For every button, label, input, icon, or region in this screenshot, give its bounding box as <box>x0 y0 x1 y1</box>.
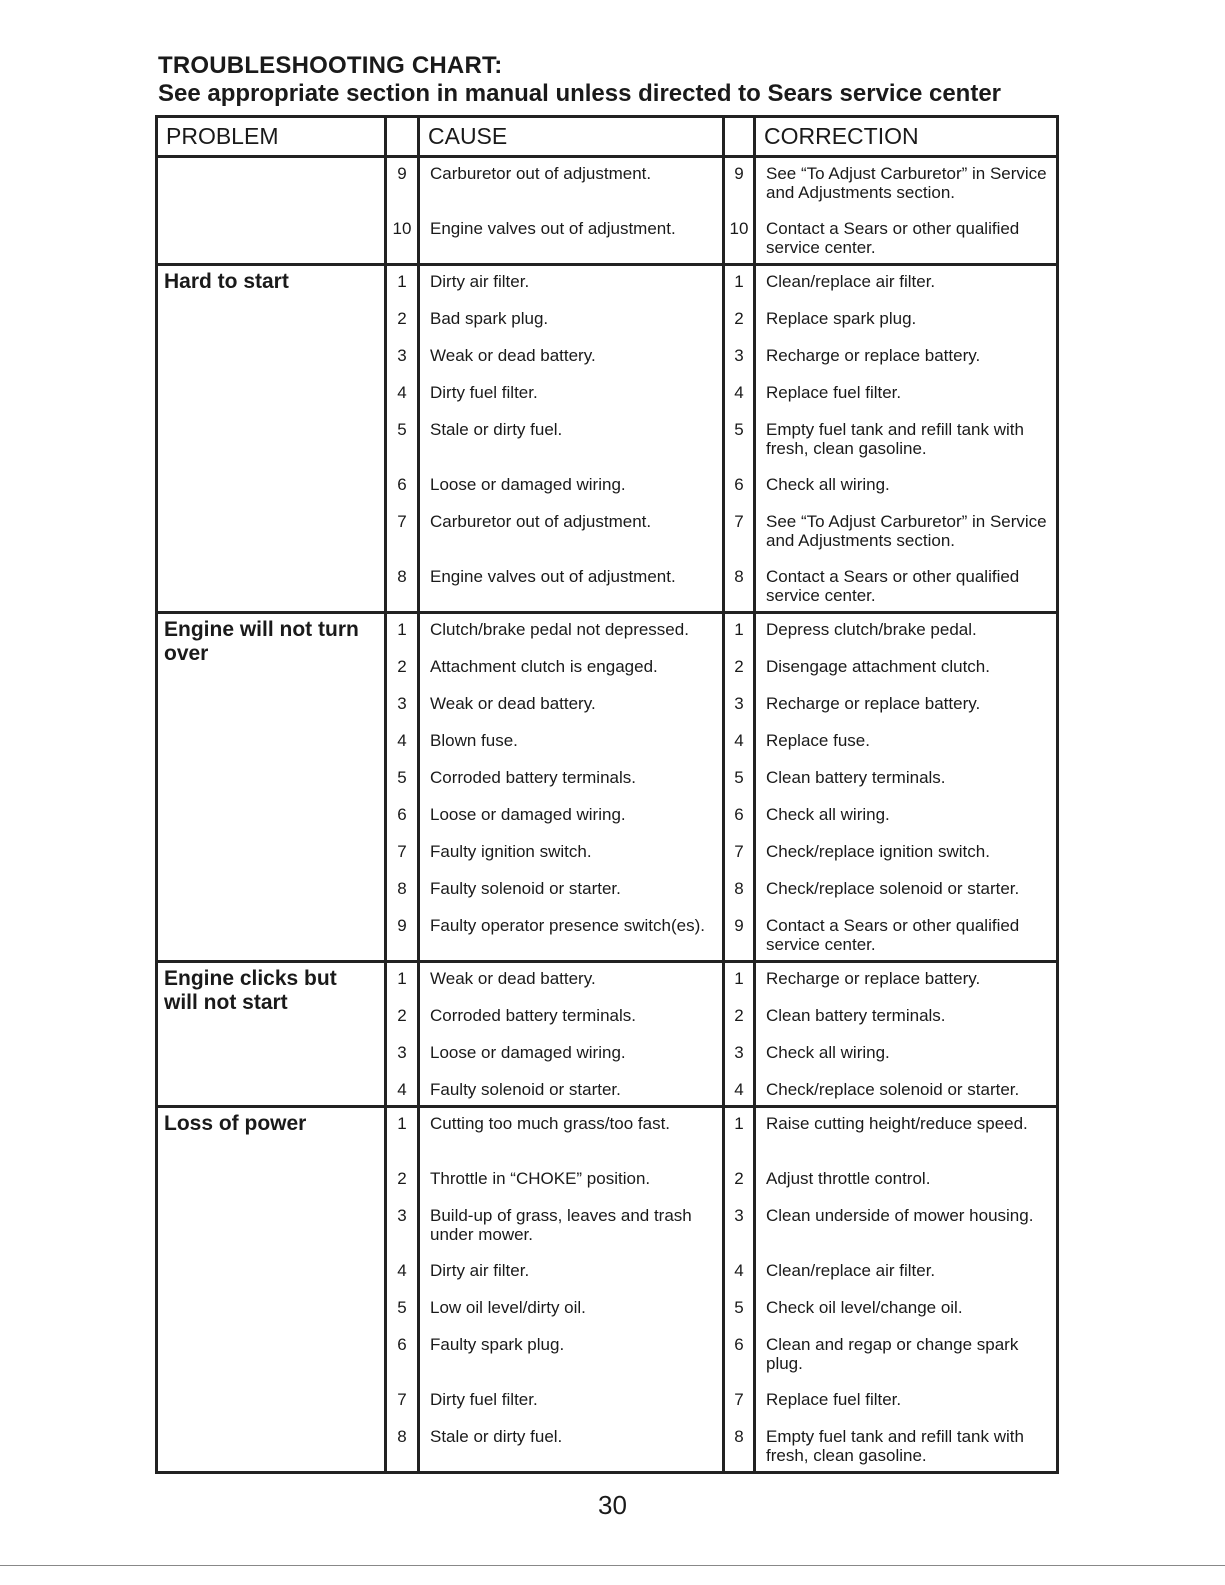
correction-text: Empty fuel tank and refill tank with fresh, clean gasoline. <box>766 1427 1024 1465</box>
correction-text: Clean battery terminals. <box>766 768 946 787</box>
cause-number: 2 <box>397 1169 407 1188</box>
cause-number: 4 <box>397 383 407 402</box>
correction-text: Empty fuel tank and refill tank with fresh, clean gasoline. <box>766 420 1024 458</box>
correction-number: 8 <box>734 879 744 898</box>
correction-text: Disengage attachment clutch. <box>766 657 990 676</box>
cause-text: Loose or damaged wiring. <box>430 475 626 494</box>
problem-group <box>158 1105 1056 1471</box>
cause-number: 4 <box>397 731 407 750</box>
correction-number-column <box>722 963 753 1105</box>
cause-number: 5 <box>397 420 407 439</box>
cause-number: 2 <box>397 1006 407 1025</box>
cause-text: Corroded battery terminals. <box>430 1006 636 1025</box>
header-cause-num <box>384 118 417 158</box>
cause-number: 1 <box>397 620 407 639</box>
table-header <box>158 118 1056 158</box>
cause-text: Throttle in “CHOKE” position. <box>430 1169 651 1188</box>
correction-column <box>753 1108 1056 1471</box>
page-number: 30 <box>598 1490 627 1520</box>
cause-number: 10 <box>392 219 412 238</box>
cause-number-column <box>384 963 417 1105</box>
correction-number: 1 <box>734 969 744 988</box>
cause-text: Faulty operator presence switch(es). <box>430 916 705 935</box>
correction-text: Check all wiring. <box>766 1043 890 1062</box>
cause-text: Engine valves out of adjustment. <box>430 219 676 238</box>
correction-text: Clean and regap or change spark plug. <box>766 1335 1019 1373</box>
correction-number: 1 <box>734 272 744 291</box>
cause-text: Faulty spark plug. <box>430 1335 565 1354</box>
page-title: TROUBLESHOOTING CHART: <box>158 52 503 79</box>
correction-text: Check/replace ignition switch. <box>766 842 990 861</box>
cause-text: Dirty fuel filter. <box>430 383 538 402</box>
cause-text: Loose or damaged wiring. <box>430 805 626 824</box>
correction-text: Adjust throttle control. <box>766 1169 931 1188</box>
correction-column <box>753 614 1056 960</box>
cause-text: Dirty air filter. <box>430 1261 530 1280</box>
correction-number: 7 <box>734 1390 744 1409</box>
cause-text: Stale or dirty fuel. <box>430 420 563 439</box>
cause-number-column <box>384 1108 417 1471</box>
correction-number: 10 <box>729 219 749 238</box>
correction-number: 4 <box>734 1261 744 1280</box>
correction-text: Replace spark plug. <box>766 309 917 328</box>
cause-text: Blown fuse. <box>430 731 518 750</box>
cause-number: 5 <box>397 768 407 787</box>
cause-number: 3 <box>397 694 407 713</box>
problem-group <box>158 158 1056 263</box>
correction-text: Clean/replace air filter. <box>766 1261 936 1280</box>
correction-number: 8 <box>734 567 744 586</box>
cause-column <box>417 614 722 960</box>
cause-number: 4 <box>397 1261 407 1280</box>
correction-text: Raise cutting height/reduce speed. <box>766 1114 1028 1133</box>
problem-label: Loss of power <box>164 1112 307 1135</box>
correction-number: 1 <box>734 620 744 639</box>
cause-text: Carburetor out of adjustment. <box>430 164 652 183</box>
cause-number: 3 <box>397 1043 407 1062</box>
correction-number-column <box>722 158 753 263</box>
correction-text: Replace fuel filter. <box>766 1390 902 1409</box>
cause-text: Weak or dead battery. <box>430 346 596 365</box>
correction-text: See “To Adjust Carburetor” in Service and Adjustments section. <box>766 512 1047 550</box>
cause-number: 3 <box>397 346 407 365</box>
header-problem: PROBLEM <box>158 118 384 158</box>
cause-column <box>417 1108 722 1471</box>
correction-number: 8 <box>734 1427 744 1446</box>
correction-text: Check all wiring. <box>766 475 890 494</box>
problem-group <box>158 960 1056 1105</box>
correction-number: 3 <box>734 694 744 713</box>
correction-number: 4 <box>734 1080 744 1099</box>
cause-number-column <box>384 158 417 263</box>
cause-text: Engine valves out of adjustment. <box>430 567 676 586</box>
cause-number: 8 <box>397 879 407 898</box>
cause-text: Faulty solenoid or starter. <box>430 1080 621 1099</box>
correction-text: Recharge or replace battery. <box>766 969 981 988</box>
cause-text: Faulty ignition switch. <box>430 842 592 861</box>
cause-text: Faulty solenoid or starter. <box>430 879 621 898</box>
correction-number: 2 <box>734 657 744 676</box>
cause-text: Stale or dirty fuel. <box>430 1427 563 1446</box>
cause-number: 2 <box>397 309 407 328</box>
correction-number-column <box>722 614 753 960</box>
header-correction: CORRECTION <box>753 118 1056 158</box>
cause-number: 8 <box>397 567 407 586</box>
correction-number: 6 <box>734 805 744 824</box>
correction-text: See “To Adjust Carburetor” in Service and Adjustments section. <box>766 164 1047 202</box>
cause-number: 6 <box>397 475 407 494</box>
cause-text: Bad spark plug. <box>430 309 549 328</box>
correction-text: Contact a Sears or other qualified service center. <box>766 916 1020 954</box>
cause-text: Low oil level/dirty oil. <box>430 1298 586 1317</box>
problem-label: Hard to start <box>164 270 289 293</box>
correction-number: 5 <box>734 768 744 787</box>
correction-text: Check all wiring. <box>766 805 890 824</box>
cause-number: 1 <box>397 272 407 291</box>
cause-number: 6 <box>397 1335 407 1354</box>
correction-number: 4 <box>734 383 744 402</box>
cause-number: 4 <box>397 1080 407 1099</box>
correction-number: 3 <box>734 1043 744 1062</box>
cause-number: 1 <box>397 1114 407 1133</box>
cause-number: 7 <box>397 1390 407 1409</box>
cause-number: 7 <box>397 512 407 531</box>
cause-text: Carburetor out of adjustment. <box>430 512 652 531</box>
table-body <box>158 158 1056 1471</box>
problem-group <box>158 611 1056 960</box>
correction-text: Contact a Sears or other qualified service center. <box>766 567 1020 605</box>
cause-number: 6 <box>397 805 407 824</box>
cause-text: Clutch/brake pedal not depressed. <box>430 620 689 639</box>
cause-column <box>417 266 722 611</box>
page-edge-line <box>0 1565 1225 1566</box>
correction-text: Check/replace solenoid or starter. <box>766 879 1020 898</box>
cause-text: Corroded battery terminals. <box>430 768 636 787</box>
troubleshooting-table <box>155 115 1059 1474</box>
correction-number-column <box>722 1108 753 1471</box>
correction-column <box>753 158 1056 263</box>
correction-text: Clean/replace air filter. <box>766 272 936 291</box>
cause-number-column <box>384 266 417 611</box>
cause-text: Loose or damaged wiring. <box>430 1043 626 1062</box>
correction-text: Recharge or replace battery. <box>766 346 981 365</box>
cause-number: 9 <box>397 164 407 183</box>
cause-column <box>417 158 722 263</box>
correction-number: 5 <box>734 1298 744 1317</box>
correction-number: 7 <box>734 512 744 531</box>
correction-text: Clean underside of mower housing. <box>766 1206 1034 1225</box>
problem-group <box>158 263 1056 611</box>
correction-number: 3 <box>734 1206 744 1225</box>
correction-text: Contact a Sears or other qualified service center. <box>766 219 1020 257</box>
cause-number: 3 <box>397 1206 407 1225</box>
cause-text: Cutting too much grass/too fast. <box>430 1114 671 1133</box>
correction-text: Check oil level/change oil. <box>766 1298 963 1317</box>
correction-number: 1 <box>734 1114 744 1133</box>
problem-label: Engine clicks but will not start <box>164 967 337 1014</box>
correction-number: 2 <box>734 1169 744 1188</box>
cause-text: Dirty air filter. <box>430 272 530 291</box>
problem-label: Engine will not turn over <box>164 618 359 665</box>
correction-text: Replace fuel filter. <box>766 383 902 402</box>
correction-number: 9 <box>734 916 744 935</box>
problem-label <box>158 158 384 263</box>
header-correction-num <box>722 118 753 158</box>
cause-number: 2 <box>397 657 407 676</box>
cause-text: Attachment clutch is engaged. <box>430 657 658 676</box>
cause-text: Build-up of grass, leaves and trash under mower. <box>430 1206 692 1244</box>
cause-number: 5 <box>397 1298 407 1317</box>
cause-text: Dirty fuel filter. <box>430 1390 538 1409</box>
cause-text: Weak or dead battery. <box>430 969 596 988</box>
correction-column <box>753 963 1056 1105</box>
correction-number: 2 <box>734 1006 744 1025</box>
cause-column <box>417 963 722 1105</box>
correction-number: 7 <box>734 842 744 861</box>
correction-number: 4 <box>734 731 744 750</box>
correction-text: Check/replace solenoid or starter. <box>766 1080 1020 1099</box>
header-cause: CAUSE <box>417 118 722 158</box>
correction-number: 6 <box>734 475 744 494</box>
correction-text: Depress clutch/brake pedal. <box>766 620 977 639</box>
correction-number: 5 <box>734 420 744 439</box>
cause-number: 8 <box>397 1427 407 1446</box>
cause-number: 9 <box>397 916 407 935</box>
correction-number: 3 <box>734 346 744 365</box>
correction-column <box>753 266 1056 611</box>
page-subtitle: See appropriate section in manual unless directed to Sears service center <box>158 80 1001 107</box>
correction-text: Replace fuse. <box>766 731 870 750</box>
cause-number: 7 <box>397 842 407 861</box>
correction-text: Clean battery terminals. <box>766 1006 946 1025</box>
correction-number: 2 <box>734 309 744 328</box>
cause-number: 1 <box>397 969 407 988</box>
cause-number-column <box>384 614 417 960</box>
cause-text: Weak or dead battery. <box>430 694 596 713</box>
correction-number-column <box>722 266 753 611</box>
correction-number: 6 <box>734 1335 744 1354</box>
correction-number: 9 <box>734 164 744 183</box>
correction-text: Recharge or replace battery. <box>766 694 981 713</box>
